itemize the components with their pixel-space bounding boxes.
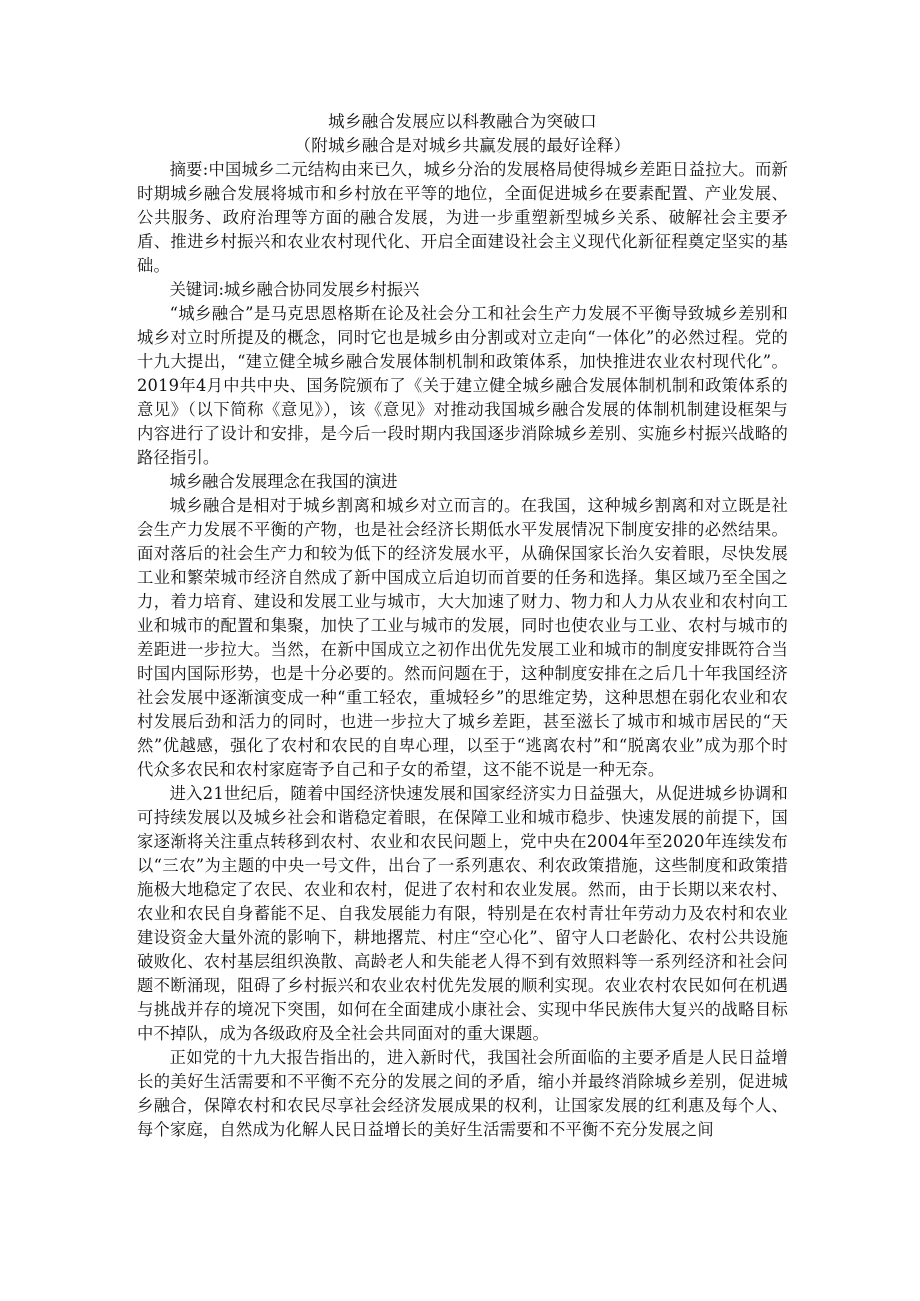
document-title: 城乡融合发展应以科教融合为突破口 bbox=[328, 112, 597, 131]
body-paragraph: 城乡融合是相对于城乡割离和城乡对立而言的。在我国，这种城乡割离和对立既是社会生产力发展不平衡的产物，也是社会经济长期低水平发展情况下制度安排的必然结果。面对落后的社会生产力和较为低下的经济发展水平，从确保国家长治久安着眼，尽快发展工业和繁荣城市经济自然成了新中国成立后迫切而首要的任务和选择。集区域乃至全国之力，着力培育、建设和发展工业与城市，大大加速了财力、物力和人力从农业和农村向工业和城市的配置和集聚，加快了工业与城市的发展，同时也使农业与工业、农村与城市的差距进一步拉大。当然，在新中国成立之初作出优先发展工业和城市的制度安排既符合当时国内国际形势，也是十分必要的。然而问题在于，这种制度安排在之后几十年我国经济社会发展中逐渐演变成一种“重工轻农，重城轻乡”的思维定势，这种思想在弱化农业和农村发展后劲和活力的同时，也进一步拉大了城乡差距，甚至滋长了城市和城市居民的“天然”优越感，强化了农村和农民的自卑心理，以至于“逃离农村”和“脱离农业”成为那个时代众多农民和农村家庭寄予自己和子女的希望，这不能不说是一种无奈。 bbox=[137, 496, 788, 779]
abstract-paragraph: 摘要:中国城乡二元结构由来已久，城乡分治的发展格局使得城乡差距日益拉大。而新时期城乡融合发展将城市和乡村放在平等的地位，全面促进城乡在要素配置、产业发展、公共服务、政府治理等方面的融合发展，为进一步重塑新型城乡关系、破解社会主要矛盾、推进乡村振兴和农业农村现代化、开启全面建设社会主义现代化新征程奠定坚实的基础。 bbox=[137, 160, 788, 275]
body-paragraph: “城乡融合”是马克思恩格斯在论及社会分工和社会生产力发展不平衡导致城乡差别和城乡对立时所提及的概念，同时它也是城乡由分割或对立走向“一体化”的必然过程。党的十九大提出，“建立健全城乡融合发展体制机制和政策体系，加快推进农业农村现代化”。2019年4月中共中央、国务院颁布了《关于建立健全城乡融合发展体制机制和政策体系的意见》（以下简称《意见》），该《意见》对推动我国城乡融合发展的体制机制建设框架与内容进行了设计和安排，是今后一段时期内我国逐步消除城乡差别、实施乡村振兴战略的路径指引。 bbox=[137, 304, 788, 467]
body-paragraph: 进入21世纪后，随着中国经济快速发展和国家经济实力日益强大，从促进城乡协调和可持续发展以及城乡社会和谐稳定着眼，在保障工业和城市稳步、快速发展的前提下，国家逐渐将关注重点转移到农村、农业和农民问题上，党中央在2004年至2020年连续发布以“三农”为主题的中央一号文件，出台了一系列惠农、利农政策措施，这些制度和政策措施极大地稳定了农民、农业和农村，促进了农村和农业发展。然而，由于长期以来农村、农业和农民自身蓄能不足、自我发展能力有限，特别是在农村青壮年劳动力及农村和农业建设资金大量外流的影响下，耕地撂荒、村庄“空心化”、留守人口老龄化、农村公共设施破败化、农村基层组织涣散、高龄老人和失能老人得不到有效照料等一系列经济和社会问题不断涌现，阻碍了乡村振兴和农业农村优先发展的顺利实现。农业农村农民如何在机遇与挑战并存的境况下突围，如何在全面建成小康社会、实现中华民族伟大复兴的战略目标中不掉队，成为各级政府及全社会共同面对的重大课题。 bbox=[137, 784, 788, 1043]
section-heading: 城乡融合发展理念在我国的演进 bbox=[169, 472, 398, 491]
keywords-line: 关键词:城乡融合协同发展乡村振兴 bbox=[169, 280, 420, 299]
document-page bbox=[137, 110, 788, 1142]
body-paragraph: 正如党的十九大报告指出的，进入新时代，我国社会所面临的主要矛盾是人民日益增长的美好生活需要和不平衡不充分的发展之间的矛盾，缩小并最终消除城乡差别，促进城乡融合，保障农村和农民尽享社会经济发展成果的权利，让国家发展的红利惠及每个人、每个家庭，自然成为化解人民日益增长的美好生活需要和不平衡不充分发展之间 bbox=[137, 1048, 788, 1139]
document-subtitle: （附城乡融合是对城乡共赢发展的最好诠释） bbox=[294, 136, 631, 155]
